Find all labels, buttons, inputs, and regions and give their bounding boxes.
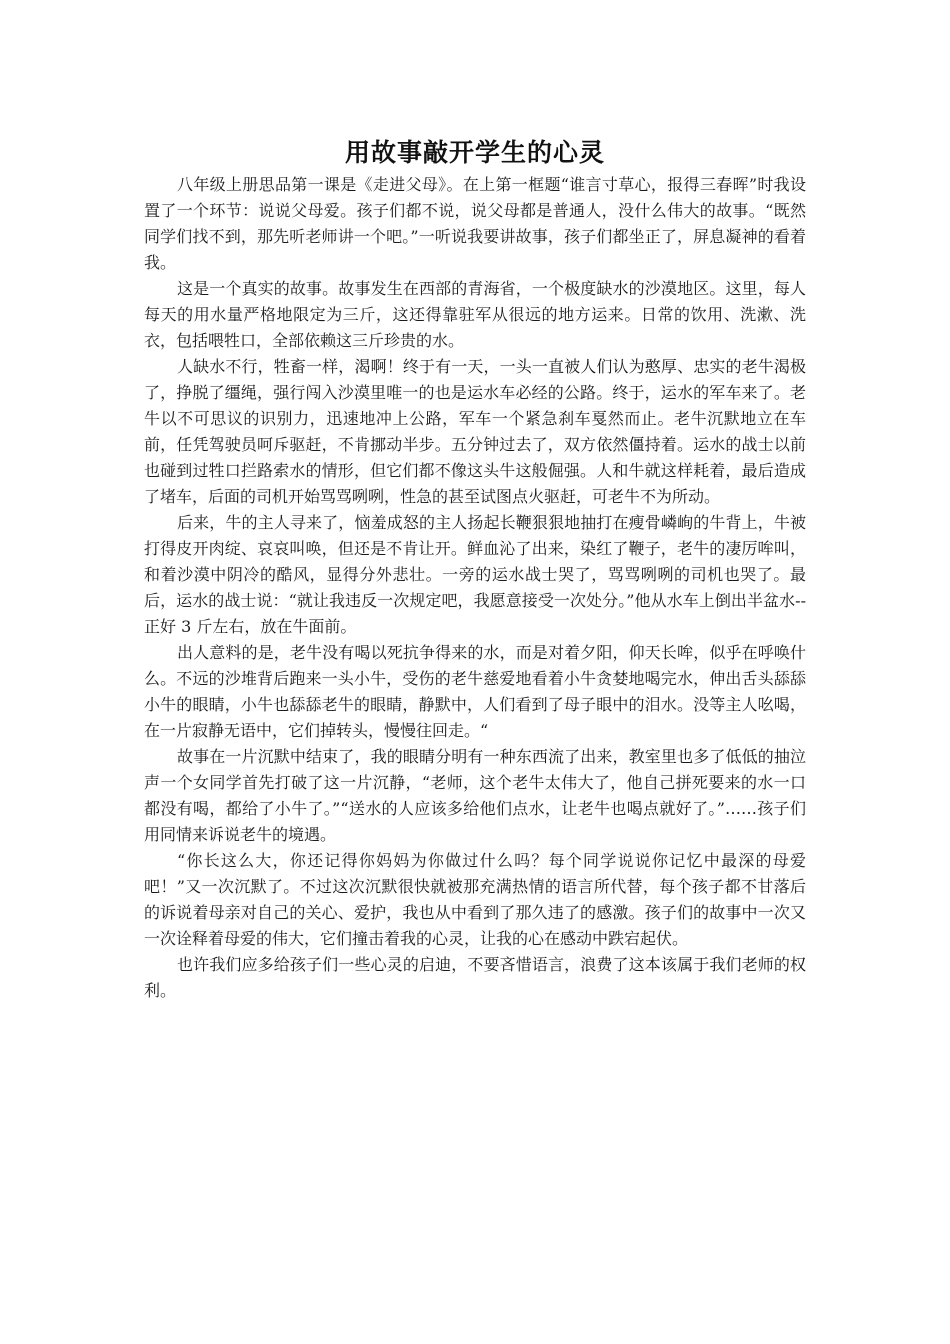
- paragraph: 八年级上册思品第一课是《走进父母》。在上第一框题“谁言寸草心，报得三春晖”时我设置了一个环节：说说父母爱。孩子们都不说，说父母都是普通人，没什么伟大的故事。“既然同学们找不到，那先听老师讲一个吧。”一听说我要讲故事，孩子们都坐正了，屏息凝神的看着我。: [144, 175, 806, 272]
- paragraph: 后来，牛的主人寻来了，恼羞成怒的主人扬起长鞭狠狠地抽打在瘦骨嶙峋的牛背上，牛被打得皮开肉绽、哀哀叫唤，但还是不肯让开。鲜血沁了出来，染红了鞭子，老牛的凄厉哞叫，和着沙漠中阴冷的酷风，显得分外悲壮。一旁的运水战士哭了，骂骂咧咧的司机也哭了。最后，运水的战士说：“就让我违反一次规定吧，我愿意接受一次处分。”他从水车上倒出半盆水--正好 3 斤左右，放在牛面前。: [144, 513, 806, 636]
- paragraph: 故事在一片沉默中结束了，我的眼睛分明有一种东西流了出来，教室里也多了低低的抽泣声一个女同学首先打破了这一片沉静，“老师，这个老牛太伟大了，他自己拼死要来的水一口都没有喝，都给了小牛了。”“送水的人应该多给他们点水，让老牛也喝点就好了。”……孩子们用同情来诉说老牛的境遇。: [144, 747, 806, 844]
- paragraph: 这是一个真实的故事。故事发生在西部的青海省，一个极度缺水的沙漠地区。这里，每人每天的用水量严格地限定为三斤，这还得靠驻军从很远的地方运来。日常的饮用、洗漱、洗衣，包括喂牲口，全部依赖这三斤珍贵的水。: [144, 279, 806, 350]
- paragraph: 人缺水不行，牲畜一样，渴啊！终于有一天，一头一直被人们认为憨厚、忠实的老牛渴极了，挣脱了缰绳，强行闯入沙漠里唯一的也是运水车必经的公路。终于，运水的军车来了。老牛以不可思议的识别力，迅速地冲上公路，军车一个紧急刹车戛然而止。老牛沉默地立在车前，任凭驾驶员呵斥驱赶，不肯挪动半步。五分钟过去了，双方依然僵持着。运水的战士以前也碰到过牲口拦路索水的情形，但它们都不像这头牛这般倔强。人和牛就这样耗着，最后造成了堵车，后面的司机开始骂骂咧咧，性急的甚至试图点火驱赶，可老牛不为所动。: [144, 357, 806, 506]
- paragraph: 出人意料的是，老牛没有喝以死抗争得来的水，而是对着夕阳，仰天长哞，似乎在呼唤什么。不远的沙堆背后跑来一头小牛，受伤的老牛慈爱地看着小牛贪婪地喝完水，伸出舌头舔舔小牛的眼睛，小牛也舔舔老牛的眼睛，静默中，人们看到了母子眼中的泪水。没等主人吆喝，在一片寂静无语中，它们掉转头，慢慢往回走。“: [144, 643, 806, 740]
- paragraph: 也许我们应多给孩子们一些心灵的启迪，不要吝惜语言，浪费了这本该属于我们老师的权利。: [144, 955, 806, 1000]
- document-title: 用故事敲开学生的心灵: [344, 138, 605, 167]
- paragraph: “你长这么大，你还记得你妈妈为你做过什么吗？每个同学说说你记忆中最深的母爱吧！”又一次沉默了。不过这次沉默很快就被那充满热情的语言所代替，每个孩子都不甘落后的诉说着母亲对自己的关心、爱护，我也从中看到了那久违了的感激。孩子们的故事中一次又一次诠释着母爱的伟大，它们撞击着我的心灵，让我的心在感动中跌宕起伏。: [144, 851, 806, 948]
- document-body: [144, 172, 806, 1004]
